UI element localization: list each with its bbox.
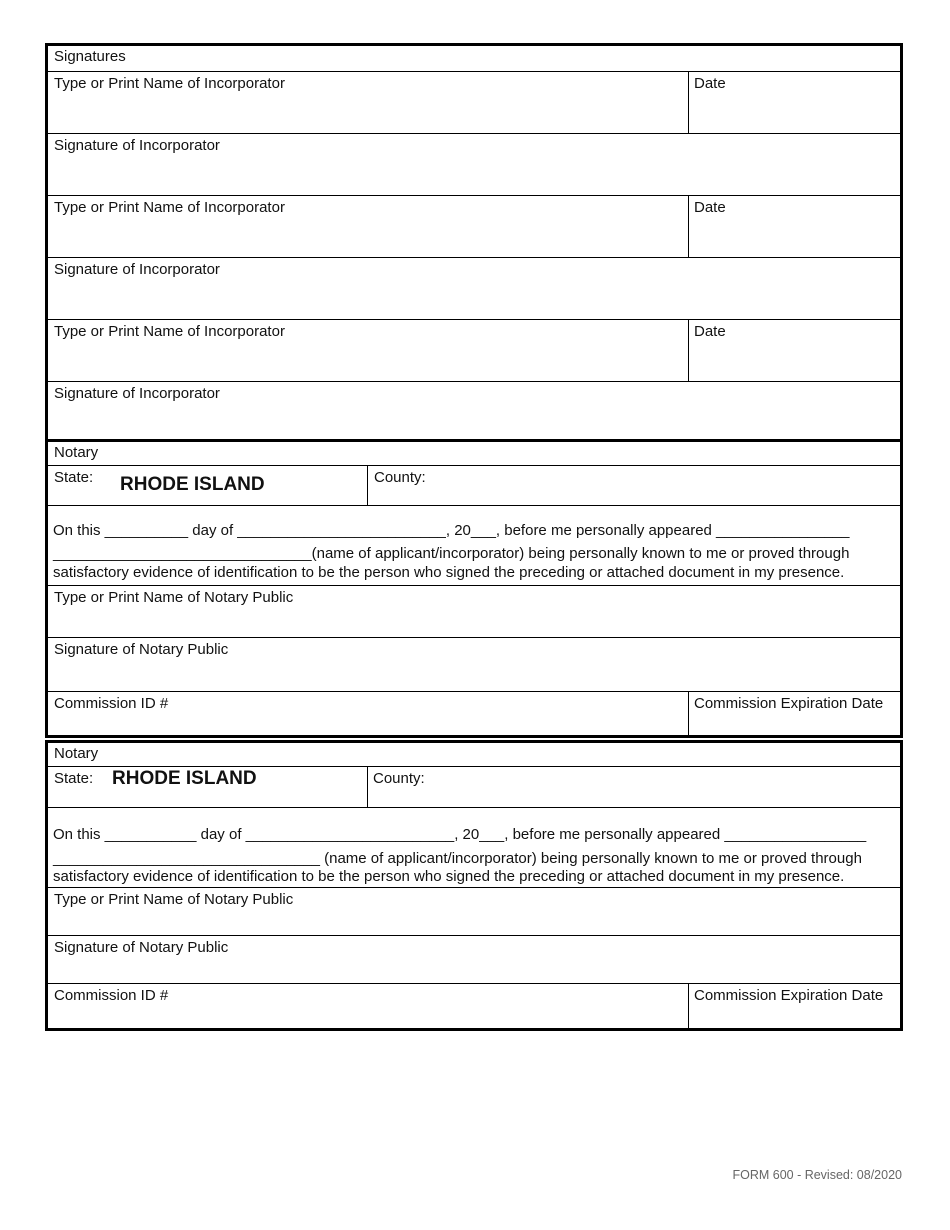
incorporator-name-row-1[interactable] <box>48 71 900 133</box>
notary-section-2 <box>45 740 903 1031</box>
notary-section-1 <box>45 439 903 738</box>
notary-header-row <box>48 743 900 766</box>
date-label: Date <box>694 75 726 92</box>
notary-signature-label: Signature of Notary Public <box>54 641 229 658</box>
commission-row[interactable] <box>48 691 900 735</box>
incorporator-name-label: Type or Print Name of Incorporator <box>54 199 285 216</box>
incorporator-name-label: Type or Print Name of Incorporator <box>54 75 285 92</box>
notary-signature-row[interactable] <box>48 637 900 691</box>
notary-header: Notary <box>54 745 99 762</box>
signatures-header: Signatures <box>54 48 126 65</box>
county-label[interactable]: County: <box>374 469 426 486</box>
commission-expiration-label: Commission Expiration Date <box>694 695 884 712</box>
state-label: State: <box>54 469 94 486</box>
notary-signature-row[interactable] <box>48 935 900 983</box>
signatures-header-row <box>48 46 900 71</box>
commission-row[interactable] <box>48 983 900 1028</box>
date-label: Date <box>694 199 726 216</box>
incorporator-name-label: Type or Print Name of Incorporator <box>54 323 285 340</box>
column-divider <box>367 466 368 505</box>
notary-header: Notary <box>54 444 99 461</box>
column-divider <box>688 72 689 133</box>
notary-signature-label: Signature of Notary Public <box>54 939 229 956</box>
state-value: RHODE ISLAND <box>120 474 265 495</box>
incorporator-signature-row-2[interactable] <box>48 257 900 319</box>
date-label: Date <box>694 323 726 340</box>
incorporator-name-row-2[interactable] <box>48 195 900 257</box>
acknowledgment-line-2[interactable]: ________________________________ (name of applicant/incorporator) being personally known to me or proved through <box>53 850 862 867</box>
commission-id-label: Commission ID # <box>54 987 169 1004</box>
acknowledgment-line-1[interactable]: On this ___________ day of _________________________, 20___, before me personally appeared _________________ <box>53 826 867 843</box>
signatures-section <box>45 43 903 442</box>
state-county-row <box>48 766 900 807</box>
column-divider <box>367 767 368 807</box>
commission-expiration-label: Commission Expiration Date <box>694 987 884 1004</box>
incorporator-signature-label: Signature of Incorporator <box>54 385 220 402</box>
column-divider <box>688 692 689 735</box>
incorporator-signature-row-3[interactable] <box>48 381 900 439</box>
acknowledgment-block <box>48 807 900 887</box>
acknowledgment-block <box>48 505 900 585</box>
commission-id-label: Commission ID # <box>54 695 169 712</box>
notary-header-row <box>48 442 900 465</box>
notary-name-label: Type or Print Name of Notary Public <box>54 589 294 606</box>
state-label: State: <box>54 770 94 787</box>
notary-name-label: Type or Print Name of Notary Public <box>54 891 294 908</box>
state-county-row <box>48 465 900 505</box>
county-label[interactable]: County: <box>373 770 425 787</box>
acknowledgment-line-2[interactable]: _______________________________(name of applicant/incorporator) being personally known to me or proved through <box>53 545 850 562</box>
column-divider <box>688 984 689 1028</box>
column-divider <box>688 196 689 257</box>
incorporator-signature-row-1[interactable] <box>48 133 900 195</box>
notary-name-row[interactable] <box>48 887 900 935</box>
notary-name-row[interactable] <box>48 585 900 637</box>
form-revision-footer: FORM 600 - Revised: 08/2020 <box>732 1168 902 1182</box>
acknowledgment-line-3: satisfactory evidence of identification to be the person who signed the preceding or attached document in my presence. <box>53 868 845 885</box>
incorporator-signature-label: Signature of Incorporator <box>54 137 220 154</box>
state-value: RHODE ISLAND <box>112 768 257 789</box>
acknowledgment-line-1[interactable]: On this __________ day of _________________________, 20___, before me personally appeared ________________ <box>53 522 850 539</box>
column-divider <box>688 320 689 381</box>
incorporator-signature-label: Signature of Incorporator <box>54 261 220 278</box>
acknowledgment-line-3: satisfactory evidence of identification to be the person who signed the preceding or attached document in my presence. <box>53 564 845 581</box>
incorporator-name-row-3[interactable] <box>48 319 900 381</box>
